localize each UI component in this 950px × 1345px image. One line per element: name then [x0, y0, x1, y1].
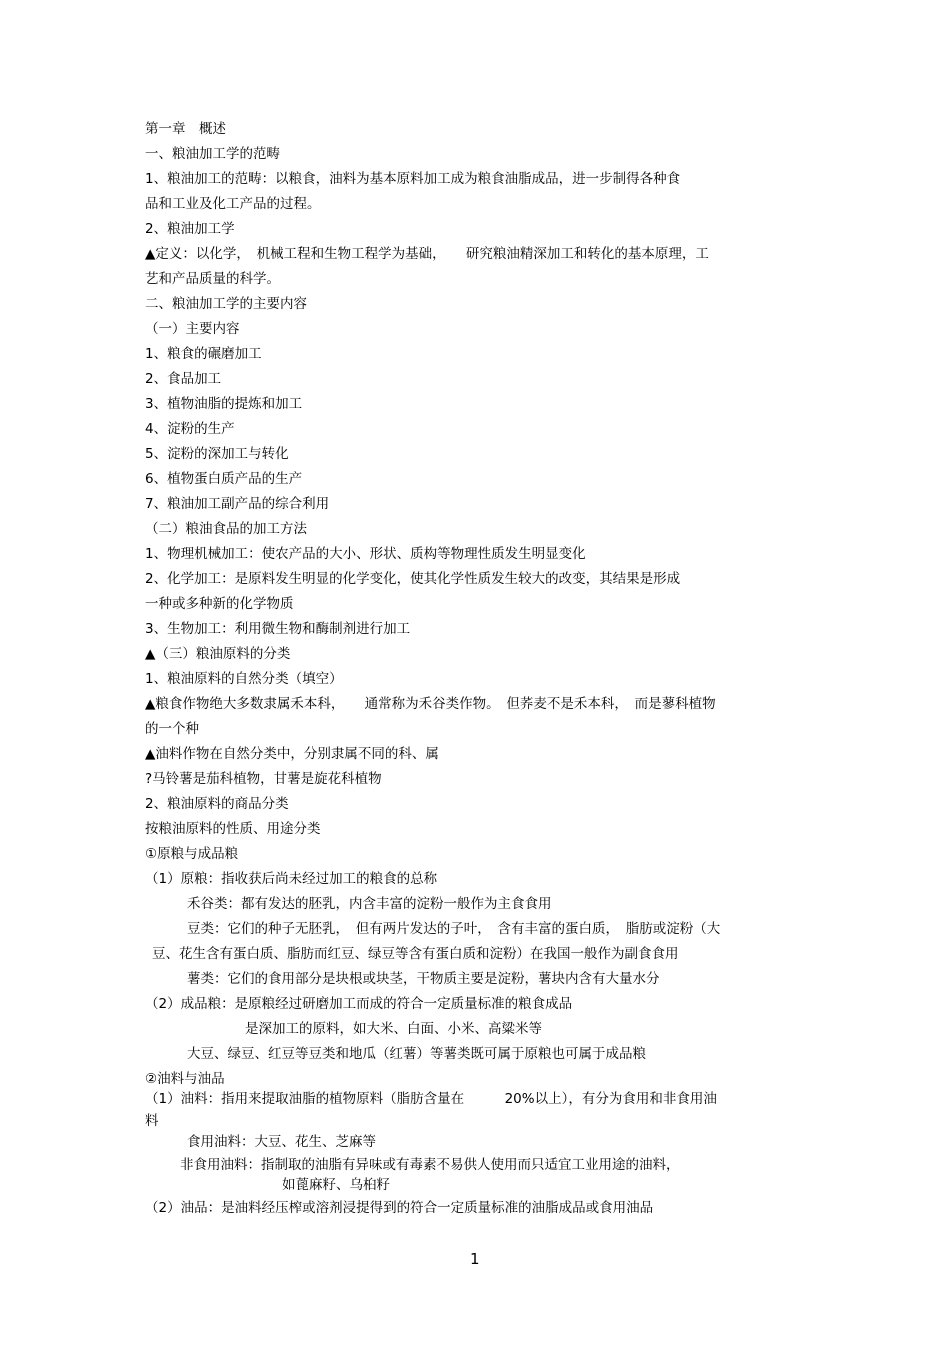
text-line: 豆类：它们的种子无胚乳， 但有两片发达的子叶， 含有丰富的蛋白质， 脂肪或淀粉（大: [187, 921, 721, 937]
list-item: 6、植物蛋白质产品的生产: [145, 471, 303, 487]
text-line: 是深加工的原料，如大米、白面、小米、高粱米等: [245, 1021, 542, 1037]
list-item: 2、食品加工: [145, 371, 222, 387]
text-line: 一种或多种新的化学物质: [145, 596, 294, 612]
section-heading: 一、粮油加工学的范畴: [145, 146, 280, 162]
text-line: 非食用油料：指制取的油脂有异味或有毒素不易供人使用而只适宜工业用途的油料，: [180, 1157, 680, 1173]
subsection-heading: （二）粮油食品的加工方法: [145, 521, 307, 537]
text-line: ?马铃薯是茄科植物，甘薯是旋花科植物: [145, 771, 382, 787]
text-line: 2、粮油加工学: [145, 221, 235, 237]
text-line: （2）成品粮：是原粮经过研磨加工而成的符合一定质量标准的粮食成品: [145, 996, 573, 1012]
text-line: 如蓖麻籽、乌桕籽: [282, 1177, 390, 1193]
text-line: （2）油品：是油料经压榨或溶剂浸提得到的符合一定质量标准的油脂成品或食用油品: [145, 1200, 654, 1216]
text-line: 豆、花生含有蛋白质、脂肪而红豆、绿豆等含有蛋白质和淀粉）在我国一般作为副食食用: [152, 946, 679, 962]
text-line: 禾谷类：都有发达的胚乳，内含丰富的淀粉一般作为主食食用: [187, 896, 552, 912]
text-line: （1）油料：指用来提取油脂的植物原料（脂肪含量在 20%以上），有分为食用和非食用油: [145, 1091, 717, 1107]
list-item: 4、淀粉的生产: [145, 421, 235, 437]
subsection-heading: （一）主要内容: [145, 321, 240, 337]
text-line: （1）原粮：指收获后尚未经过加工的粮食的总称: [145, 871, 438, 887]
text-line: 食用油料：大豆、花生、芝麻等: [187, 1134, 376, 1150]
text-line: 按粮油原料的性质、用途分类: [145, 821, 321, 837]
text-line: ①原粮与成品粮: [145, 846, 239, 862]
text-line: ▲油料作物在自然分类中，分别隶属不同的科、属: [145, 746, 439, 762]
text-line: 1、物理机械加工：使农产品的大小、形状、质构等物理性质发生明显变化: [145, 546, 586, 562]
text-line: 1、粮油加工的范畴：以粮食，油料为基本原料加工成为粮食油脂成品，进一步制得各种食: [145, 171, 681, 187]
text-line: ▲定义：以化学， 机械工程和生物工程学为基础， 研究粮油精深加工和转化的基本原理，工: [145, 246, 709, 262]
text-line: ▲粮食作物绝大多数隶属禾本科， 通常称为禾谷类作物。 但荞麦不是禾本科， 而是蓼科植物: [145, 696, 716, 712]
list-item: 3、植物油脂的提炼和加工: [145, 396, 303, 412]
text-line: 3、生物加工：利用微生物和酶制剂进行加工: [145, 621, 411, 637]
list-item: 7、粮油加工副产品的综合利用: [145, 496, 330, 512]
text-line: 大豆、绿豆、红豆等豆类和地瓜（红薯）等薯类既可属于原粮也可属于成品粮: [187, 1046, 646, 1062]
subsection-heading: ▲（三）粮油原料的分类: [145, 646, 291, 662]
text-line: 料: [145, 1113, 159, 1129]
list-item: 5、淀粉的深加工与转化: [145, 446, 289, 462]
text-line: 的一个种: [145, 721, 199, 737]
text-line: ②油料与油品: [145, 1071, 225, 1087]
text-line: 1、粮油原料的自然分类（填空）: [145, 671, 343, 687]
chapter-title: 第一章 概述: [145, 121, 226, 137]
section-heading: 二、粮油加工学的主要内容: [145, 296, 307, 312]
text-line: 品和工业及化工产品的过程。: [145, 196, 321, 212]
list-item: 1、粮食的碾磨加工: [145, 346, 262, 362]
text-line: 艺和产品质量的科学。: [145, 271, 280, 287]
text-line: 2、粮油原料的商品分类: [145, 796, 289, 812]
text-line: 2、化学加工：是原料发生明显的化学变化，使其化学性质发生较大的改变，其结果是形成: [145, 571, 681, 587]
text-line: 薯类：它们的食用部分是块根或块茎，干物质主要是淀粉，薯块内含有大量水分: [187, 971, 660, 987]
page-number: 1: [470, 1250, 480, 1268]
